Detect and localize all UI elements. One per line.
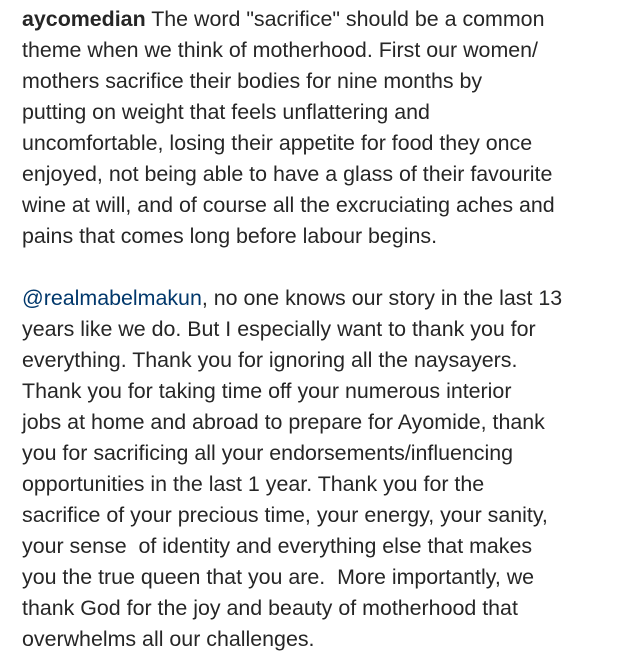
caption-line: Thank you for taking time off your numerous interior bbox=[22, 379, 512, 403]
mention-link[interactable]: @realmabelmakun bbox=[22, 286, 202, 310]
caption-line: pains that comes long before labour begins. bbox=[22, 224, 438, 248]
caption-line: you the true queen that you are. More importantly, we bbox=[22, 565, 535, 589]
caption-line: wine at will, and of course all the excruciating aches and bbox=[22, 193, 555, 217]
caption-line: jobs at home and abroad to prepare for Ayomide, thank bbox=[22, 410, 545, 434]
caption-paragraph-1 bbox=[22, 4, 626, 252]
caption-line bbox=[22, 283, 626, 314]
caption-line: you for sacrificing all your endorsements/influencing bbox=[22, 441, 514, 465]
caption-line: sacrifice of your precious time, your energy, your sanity, bbox=[22, 503, 548, 527]
caption-line: mothers sacrifice their bodies for nine months by bbox=[22, 69, 483, 93]
caption-text: The word "sacrifice" should be a common bbox=[145, 7, 545, 31]
username-link[interactable]: aycomedian bbox=[22, 7, 146, 31]
caption-line: years like we do. But I especially want to thank you for bbox=[22, 317, 536, 341]
caption-line: theme when we think of motherhood. First our women/ bbox=[22, 38, 538, 62]
caption-text: , no one knows our story in the last 13 bbox=[201, 286, 563, 310]
caption-line: opportunities in the last 1 year. Thank you for the bbox=[22, 472, 485, 496]
caption-line: thank God for the joy and beauty of motherhood that bbox=[22, 596, 518, 620]
paragraph-gap bbox=[22, 252, 626, 283]
caption-line: putting on weight that feels unflattering and bbox=[22, 100, 430, 124]
caption-line: enjoyed, not being able to have a glass of their favourite bbox=[22, 162, 553, 186]
caption-line: overwhelms all our challenges. bbox=[22, 627, 315, 651]
caption-line bbox=[22, 4, 626, 35]
caption-paragraph-2 bbox=[22, 283, 626, 655]
caption-line: uncomfortable, losing their appetite for food they once bbox=[22, 131, 533, 155]
post-caption bbox=[22, 4, 626, 655]
caption-line: your sense of identity and everything else that makes bbox=[22, 534, 533, 558]
caption-line: everything. Thank you for ignoring all the naysayers. bbox=[22, 348, 518, 372]
